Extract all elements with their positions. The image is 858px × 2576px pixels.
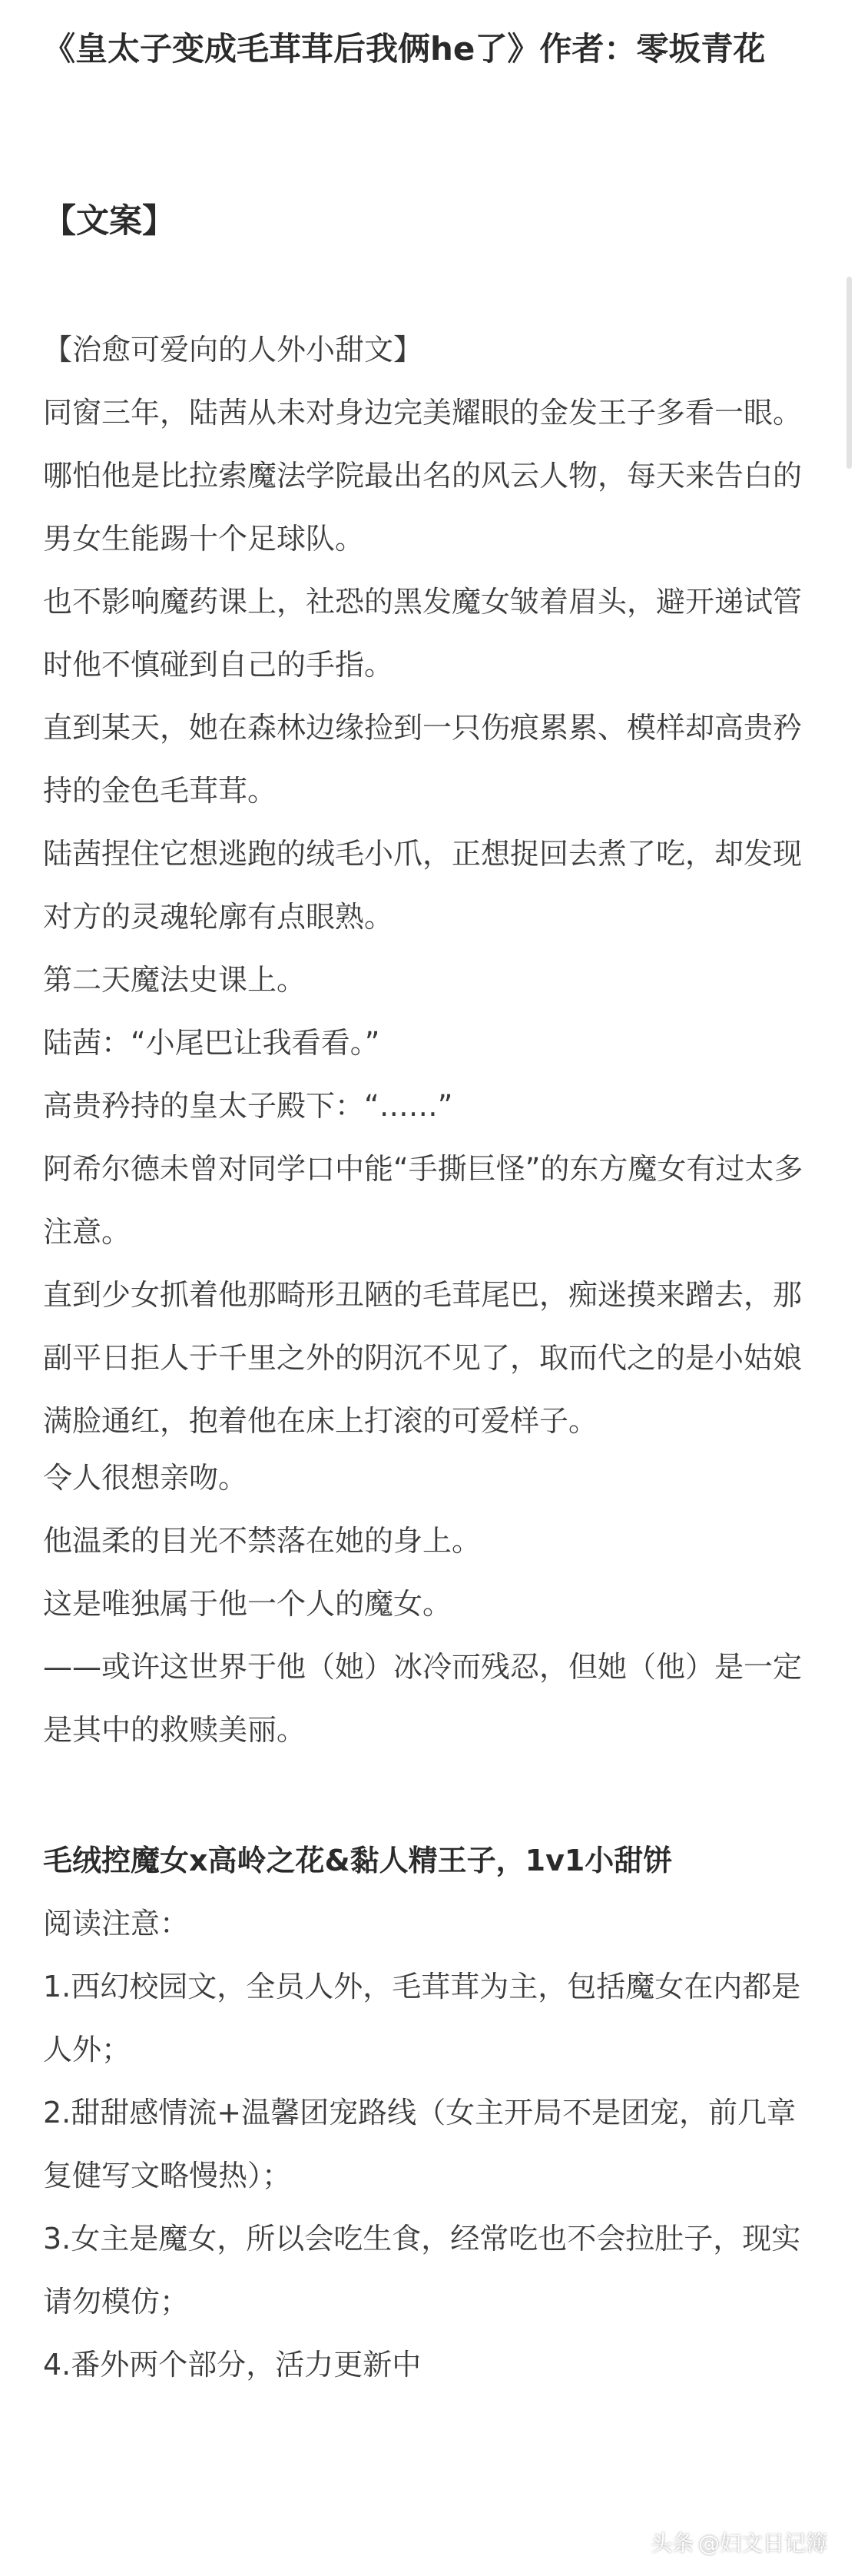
paragraph: 陆茜：“小尾巴让我看看。” [43, 1026, 380, 1060]
paragraph: 第二天魔法史课上。 [43, 963, 306, 997]
watermark-account: @妇文日记簿 [697, 2531, 827, 2556]
paragraph: ——或许这世界于他（她）冰冷而残忍，但她（他）是一定是其中的救赎美丽。 [43, 1650, 803, 1747]
note-item: 3.女主是魔女，所以会吃生食，经常吃也不会拉肚子，现实请勿模仿； [43, 2222, 801, 2319]
paragraph: 陆茜捏住它想逃跑的绒毛小爪，正想捉回去煮了吃，却发现对方的灵魂轮廓有点眼熟。 [43, 837, 803, 934]
paragraph: 哪怕他是比拉索魔法学院最出名的风云人物，每天来告白的男女生能踢十个足球队。 [43, 459, 803, 556]
paragraph: 也不影响魔药课上，社恐的黑发魔女皱着眉头，避开递试管时他不慎碰到自己的手指。 [43, 585, 803, 682]
article-body [43, 318, 819, 2396]
tagline: 毛绒控魔女x高岭之花&黏人精王子，1v1小甜饼 [43, 1844, 673, 1877]
article-title: 《皇太子变成毛茸茸后我俩he了》作者：零坂青花 [43, 30, 766, 68]
section-heading-blurb: 【文案】 [43, 202, 175, 241]
note-item: 4.番外两个部分，活力更新中 [43, 2348, 422, 2382]
paragraph: 令人很想亲吻。 [43, 1461, 248, 1495]
paragraph: 【治愈可爱向的人外小甜文】 [43, 333, 423, 367]
notes-heading: 阅读注意： [43, 1907, 190, 1940]
paragraph: 这是唯独属于他一个人的魔女。 [43, 1587, 452, 1621]
paragraph: 直到某天，她在森林边缘捡到一只伤痕累累、模样却高贵矜持的金色毛茸茸。 [43, 711, 803, 808]
note-item: 2.甜甜感情流+温馨团宠路线（女主开局不是团宠，前几章复健写文略慢热）； [43, 2096, 797, 2193]
watermark [651, 2527, 827, 2558]
note-item: 1.西幻校园文，全员人外，毛茸茸为主，包括魔女在内都是人外； [43, 1970, 801, 2066]
watermark-platform: 头条 [650, 2531, 694, 2556]
paragraph: 阿希尔德未曾对同学口中能“手撕巨怪”的东方魔女有过太多注意。 [43, 1152, 803, 1249]
scrollbar-thumb[interactable] [846, 277, 852, 469]
paragraph: 他温柔的目光不禁落在她的身上。 [43, 1524, 482, 1558]
paragraph: 直到少女抓着他那畸形丑陋的毛茸尾巴，痴迷摸来蹭去，那副平日拒人于千里之外的阴沉不见了，取而代之的是小姑娘满脸通红，抱着他在床上打滚的可爱样子。 [43, 1278, 803, 1438]
paragraph: 高贵矜持的皇太子殿下：“……” [43, 1089, 453, 1123]
paragraph: 同窗三年，陆茜从未对身边完美耀眼的金发王子多看一眼。 [43, 396, 803, 430]
